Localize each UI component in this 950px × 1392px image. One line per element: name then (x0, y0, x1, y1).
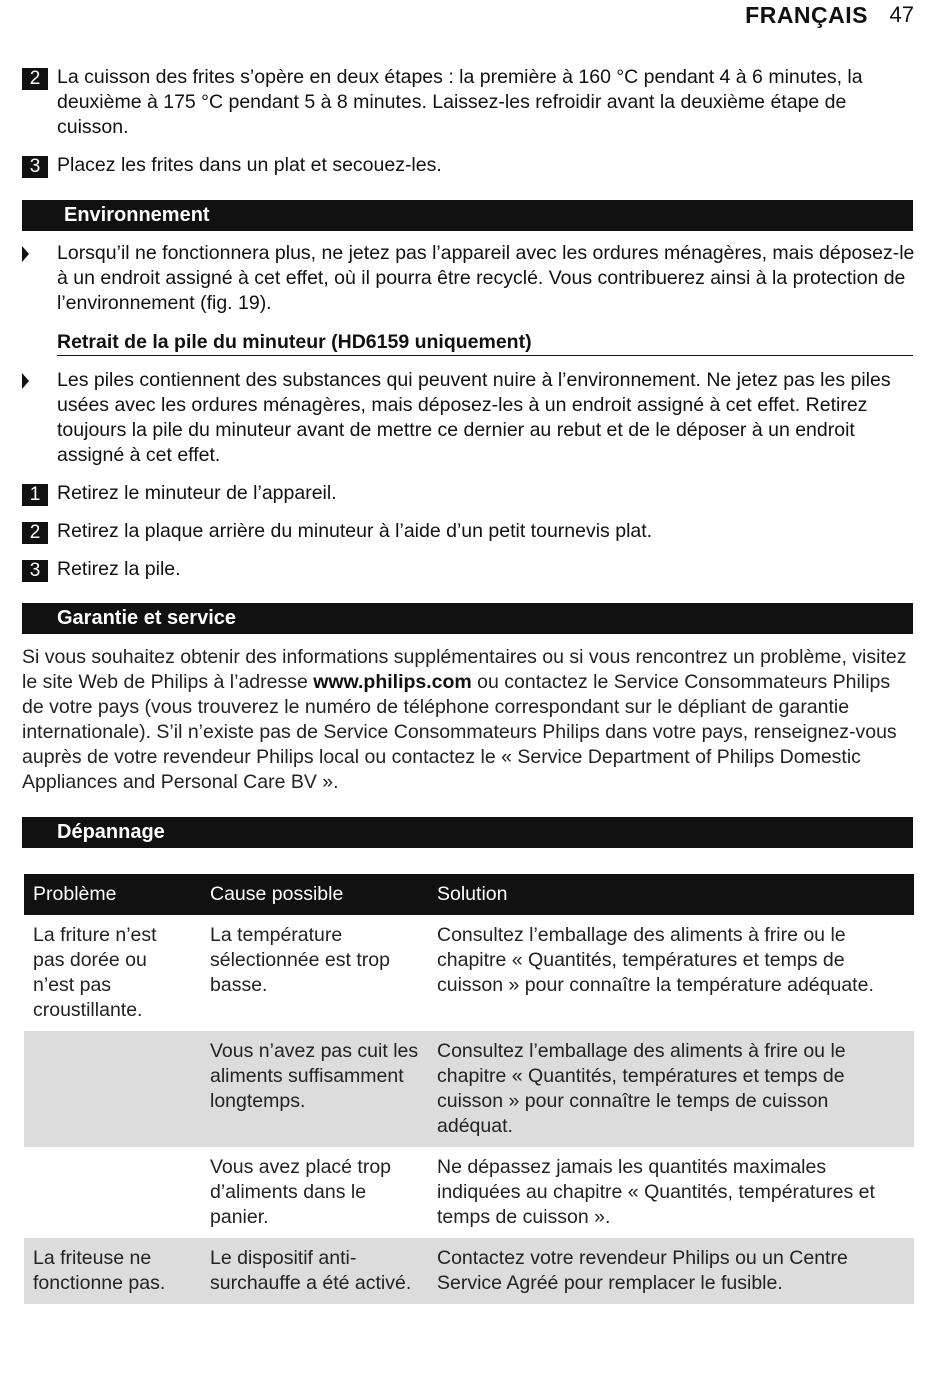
table-row (24, 1238, 914, 1304)
section-title-depannage: Dépannage (22, 817, 913, 848)
section-title-environnement: Environnement (22, 200, 913, 231)
cell-probleme: La friture n’est pas dorée ou n’est pas croustillante. (33, 924, 157, 1021)
cell-solution: Ne dépassez jamais les quantités maximales indiquées au chapitre « Quantités, températures et temps de cuisson ». (437, 1156, 875, 1228)
table-row (24, 1031, 914, 1147)
bullet-icon (22, 246, 29, 262)
cell-solution: Consultez l’emballage des aliments à frire ou le chapitre « Quantités, températures et temps de cuisson » pour connaître la température adéquate. (437, 924, 874, 996)
step-text: La cuisson des frites s’opère en deux étapes : la première à 160 °C pendant 4 à 6 minutes, la deuxième à 175 °C pendant 5 à 8 minutes. Laissez-les refroidir avant la deuxième étape de cuisson. (57, 66, 863, 138)
header-solution: Solution (428, 874, 914, 915)
header-cause: Cause possible (201, 874, 428, 915)
step-text: Retirez la pile. (57, 558, 181, 580)
step-number: 2 (22, 66, 48, 90)
cell-probleme (24, 1147, 201, 1238)
cell-solution: Contactez votre revendeur Philips ou un Centre Service Agréé pour remplacer le fusible. (428, 1238, 914, 1304)
cell-cause: Vous avez placé trop d’aliments dans le panier. (210, 1156, 392, 1228)
cell-cause: La température sélectionnée est trop basse. (210, 924, 390, 996)
step-number: 3 (22, 154, 48, 178)
cell-cause: Le dispositif anti-surchauffe a été activé. (201, 1238, 428, 1304)
cell-probleme: La friteuse ne fonctionne pas. (24, 1238, 201, 1304)
header-probleme: Problème (24, 874, 201, 915)
cell-cause: Vous n’avez pas cuit les aliments suffisamment longtemps. (201, 1031, 428, 1147)
troubleshooting-table (24, 874, 914, 1304)
pile-paragraph: Les piles contiennent des substances qui peuvent nuire à l’environnement. Ne jetez pas les piles usées avec les ordures ménagères, mais déposez-les à un endroit assigné à cet effet. Retirez toujours la pile du minuteur avant de mettre ce dernier au rebut et de le déposer à un endroit assigné à cet effet. (57, 369, 891, 466)
page-number: 47 (889, 2, 914, 27)
step-text: Retirez le minuteur de l’appareil. (57, 482, 337, 504)
bullet-icon (22, 373, 29, 389)
philips-link[interactable]: www.philips.com (313, 671, 472, 693)
cell-probleme (24, 1031, 201, 1147)
table-header-row (24, 874, 914, 915)
step-text: Placez les frites dans un plat et secouez-les. (57, 154, 442, 176)
garantie-paragraph: Si vous souhaitez obtenir des informations supplémentaires ou si vous rencontrez un problème, visitez le site Web de Philips à l’adresse www.philips.com ou contactez le Service Consommateurs Philips de votre pays (vous trouverez le numéro de téléphone correspondant sur le dépliant de garantie internationale). S’il n’existe pas de Service Consommateurs Philips dans votre pays, renseignez-vous auprès de votre revendeur Philips local ou contactez le « Service Department of Philips Domestic Appliances and Personal Care BV ». (22, 646, 907, 793)
table-row (24, 1147, 914, 1238)
environnement-paragraph: Lorsqu’il ne fonctionnera plus, ne jetez pas l’appareil avec les ordures ménagères, mais déposez-le à un endroit assigné à cet effet, où il pourra être recyclé. Vous contribuerez ainsi à la protection de l’environnement (fig. 19). (57, 242, 915, 314)
section-title-garantie: Garantie et service (22, 603, 913, 634)
header-language: FRANÇAIS (745, 2, 868, 28)
cell-solution: Consultez l’emballage des aliments à frire ou le chapitre « Quantités, températures et temps de cuisson » pour connaître le temps de cuisson adéquat. (428, 1031, 914, 1147)
step-number: 1 (22, 482, 48, 506)
subsection-title-pile: Retrait de la pile du minuteur (HD6159 uniquement) (57, 329, 913, 356)
table-row (24, 915, 914, 1031)
step-number: 3 (22, 558, 48, 582)
step-text: Retirez la plaque arrière du minuteur à l’aide d’un petit tournevis plat. (57, 520, 653, 542)
step-number: 2 (22, 520, 48, 544)
